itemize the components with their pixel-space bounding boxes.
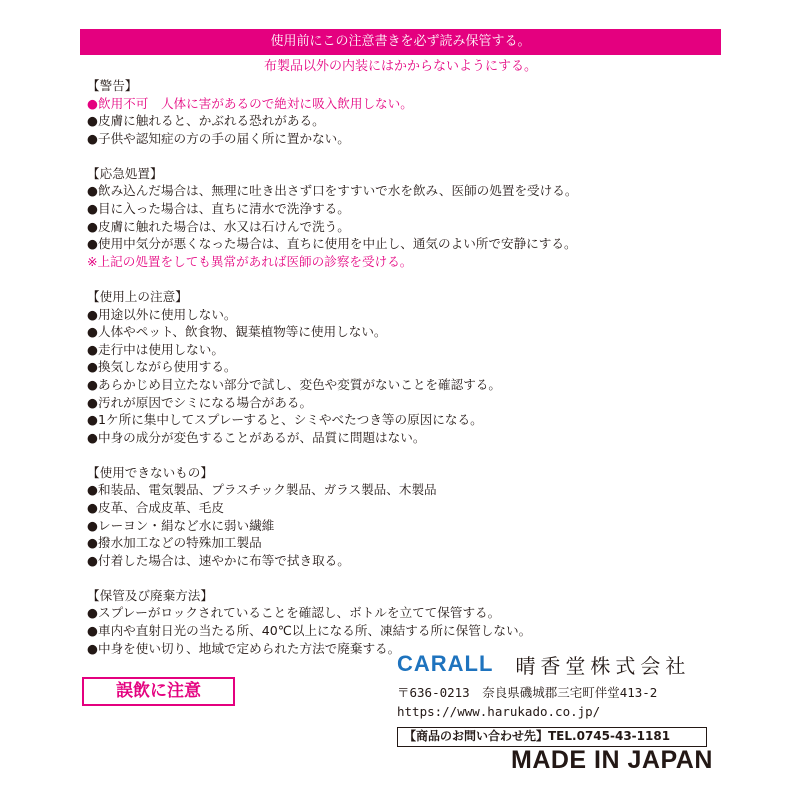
list-item: ●車内や直射日光の当たる所、40℃以上になる所、凍結する所に保管しない。 — [87, 623, 532, 639]
list-item: ●飲用不可 人体に害があるので絶対に吸入飲用しない。 — [87, 95, 413, 111]
company-url: https://www.harukado.co.jp/ — [397, 704, 601, 719]
list-item: ●スプレーがロックされていることを確認し、ボトルを立てて保管する。 — [87, 605, 501, 621]
company-name: 晴香堂株式会社 — [515, 653, 691, 678]
list-item: ●和装品、電気製品、プラスチック製品、ガラス製品、木製品 — [87, 482, 437, 498]
list-item: ●レーヨン・絹など水に弱い繊維 — [87, 517, 275, 533]
list-item: ●撥水加工などの特殊加工製品 — [87, 535, 262, 551]
list-item: ●中身の成分が変色することがあるが、品質に問題はない。 — [87, 429, 426, 445]
section-heading: 【保管及び廃棄方法】 — [87, 587, 213, 603]
ingestion-warning-box: 誤飲に注意 — [82, 677, 235, 706]
section-warning — [87, 77, 727, 147]
section-heading: 【警告】 — [87, 78, 138, 93]
section-usage — [87, 288, 727, 446]
list-item: ●皮膚に触れると、かぶれる恐れがある。 — [87, 113, 325, 129]
list-item: ●中身を使い切り、地域で定められた方法で廃棄する。 — [87, 640, 401, 656]
list-item: ●あらかじめ目立たない部分で試し、変色や変質がないことを確認する。 — [87, 376, 501, 392]
section-heading: 【応急処置】 — [87, 165, 163, 181]
list-item: ●付着した場合は、速やかに布等で拭き取る。 — [87, 552, 350, 568]
made-in-label: MADE IN JAPAN — [511, 746, 713, 774]
list-item: ●用途以外に使用しない。 — [87, 306, 237, 322]
list-item: ●人体やペット、飲食物、観葉植物等に使用しない。 — [87, 324, 387, 340]
section-unusable — [87, 464, 727, 570]
ingestion-warning-area — [82, 677, 235, 706]
list-item: ●皮革、合成皮革、毛皮 — [87, 499, 224, 515]
header-banner: 使用前にこの注意書きを必ず読み保管する。 — [80, 29, 721, 55]
list-item: ●使用中気分が悪くなった場合は、直ちに使用を中止し、通気のよい所で安静にする。 — [87, 236, 577, 252]
list-item: ●走行中は使用しない。 — [87, 341, 224, 357]
list-item: ●汚れが原因でシミになる場合がある。 — [87, 394, 313, 410]
list-item: ●換気しながら使用する。 — [87, 359, 237, 375]
list-item: ●目に入った場合は、直ちに清水で洗浄する。 — [87, 201, 350, 217]
list-item: ●皮膚に触れた場合は、水又は石けんで洗う。 — [87, 218, 350, 234]
header-subnote: 布製品以外の内装にはかからないようにする。 — [263, 59, 537, 74]
list-item: ●1ケ所に集中してスプレーすると、シミやべたつき等の原因になる。 — [87, 412, 483, 428]
section-first-aid — [87, 165, 727, 271]
section-heading: 【使用できないもの】 — [87, 464, 213, 480]
list-item: ●飲み込んだ場合は、無理に吐き出さず口をすすいで水を飲み、医師の処置を受ける。 — [87, 183, 578, 199]
section-storage — [87, 587, 727, 657]
list-item: ●子供や認知症の方の手の届く所に置かない。 — [87, 130, 350, 146]
notice-content — [87, 77, 727, 675]
first-aid-note: ※上記の処置をしても異常があれば医師の診察を受ける。 — [87, 253, 413, 269]
company-address: 〒636-0213 奈良県磯城郡三宅町伴堂413-2 — [397, 685, 658, 700]
brand-row — [397, 648, 727, 680]
contact-box: 【商品のお問い合わせ先】TEL.0745-43-1181 — [397, 727, 707, 747]
company-info — [397, 648, 727, 747]
section-heading: 【使用上の注意】 — [87, 288, 188, 304]
brand-logo: CARALL — [397, 651, 494, 676]
